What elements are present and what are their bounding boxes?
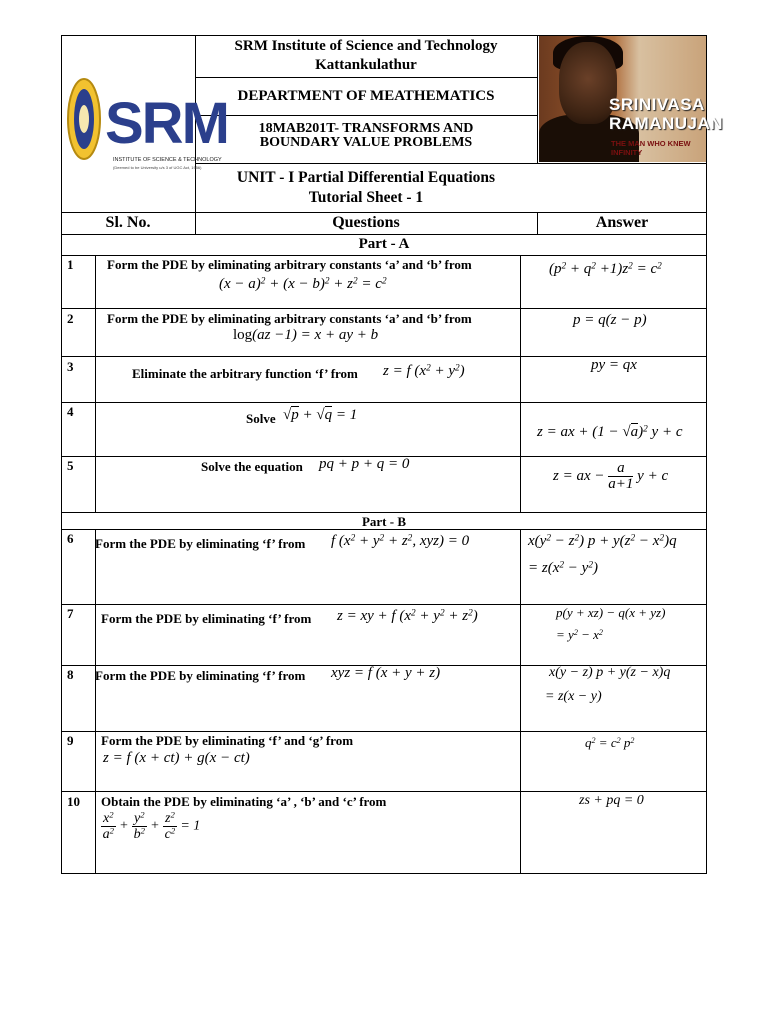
row-2-answer: p = q(z − p) — [573, 312, 647, 328]
col-sl-no: Sl. No. — [105, 214, 151, 231]
tutorial-sheet-title: Tutorial Sheet - 1 — [308, 189, 424, 206]
column-header-top — [61, 212, 707, 213]
row-10-number: 10 — [67, 794, 80, 809]
part-a-sl-divider — [95, 255, 96, 512]
part-b-sl-divider — [95, 529, 96, 874]
row-3-question: Eliminate the arbitrary function ‘f’ from — [132, 366, 358, 381]
row-line — [61, 308, 707, 309]
course-title-line1: 18MAB201T- TRANSFORMS AND — [258, 121, 474, 136]
row-3-equation: z = f $(x^2 + y^2)$ — [383, 363, 465, 379]
row-6-answer-line2: = $z(x^2 - y^2)$ — [528, 560, 598, 576]
part-a-line — [61, 255, 707, 256]
part-b-heading: Part - B — [361, 514, 407, 529]
ramanujan-photo — [539, 36, 724, 162]
row-7-question: Form the PDE by eliminating ‘f’ from — [101, 611, 312, 626]
header-line — [195, 163, 707, 164]
column-header-bottom — [61, 234, 707, 235]
row-3-answer: py = qx — [591, 357, 637, 373]
row-1-equation: $(x - a)^2 + (x - b)^2 + z^2 = c^2$ — [219, 276, 387, 292]
part-b-answer-divider — [520, 529, 521, 874]
col-answer: Answer — [595, 214, 649, 231]
row-9-answer: $q^2 = c^2$ $p^2$ — [585, 735, 635, 750]
row-4-number: 4 — [67, 404, 74, 419]
row-3-number: 3 — [67, 359, 74, 374]
row-2-number: 2 — [67, 311, 74, 326]
row-5-number: 5 — [67, 458, 74, 473]
row-6-answer-line1: $x(y^2 - z^2) p + y(z^2 - x^2)q$ — [528, 533, 677, 549]
institute-name: SRM Institute of Science and Technology — [234, 38, 498, 54]
row-8-equation: xyz = f (x + y + z) — [331, 665, 441, 681]
row-10-equation: $\frac{x^2}{a^2}$ + $\frac{y^2}{b^2}$ + $\frac{z^2}{c^2}$ = 1 — [102, 809, 201, 842]
part-a-heading: Part - A — [358, 236, 410, 252]
row-2-question: Form the PDE by eliminating arbitrary constants ‘a’ and ‘b’ from — [107, 311, 472, 326]
srm-logo-sub: INSTITUTE OF SCIENCE & TECHNOLOGY — [113, 157, 222, 163]
photo-caption-line2: RAMANUJAN — [609, 114, 724, 133]
row-7-number: 7 — [67, 606, 74, 621]
header-line — [195, 115, 537, 116]
row-10-answer: zs + pq = 0 — [579, 793, 644, 808]
row-5-answer: z = ax − $\frac{a}{a+1}$ y + c — [553, 460, 669, 492]
row-9-equation: z = f (x + ct) + g(x − ct) — [103, 750, 250, 766]
row-line — [61, 731, 707, 732]
row-line — [61, 791, 707, 792]
photo-tagline: THE MAN WHO KNEW INFINITY — [611, 139, 691, 157]
header-divider-right — [537, 35, 538, 163]
row-7-answer-line2: = $y^2 - x^2$ — [556, 627, 603, 642]
row-8-number: 8 — [67, 667, 74, 682]
row-4-answer: z = ax + $(1 - √a)^2$ y + c — [537, 424, 683, 440]
department-name: DEPARTMENT OF MEATHEMATICS — [237, 88, 495, 104]
part-a-answer-divider — [520, 255, 521, 512]
row-7-answer-line1: p(y + xz) − q(x + yz) — [556, 605, 666, 620]
row-6-equation: f ($x^2 + y^2 + z^2$, xyz) = 0 — [331, 533, 470, 549]
row-6-number: 6 — [67, 531, 74, 546]
tutorial-sheet — [61, 35, 724, 874]
row-8-answer-line2: = z(x − y) — [545, 689, 602, 704]
unit-title: UNIT - I Partial Differential Equations — [236, 169, 496, 186]
photo-caption-line1: SRINIVASA — [609, 95, 705, 114]
row-5-question: Solve the equation — [201, 459, 303, 474]
campus-name: Kattankulathur — [315, 57, 417, 73]
srm-logo-letters: SRM — [105, 91, 228, 156]
row-10-question: Obtain the PDE by eliminating ‘a’ , ‘b’ and ‘c’ from — [101, 794, 387, 809]
row-1-answer: $(p^2 + q^2 +1)z^2 = c^2$ — [549, 261, 662, 277]
row-7-equation: z = xy + f $(x^2 + y^2 + z^2)$ — [337, 608, 478, 624]
row-9-number: 9 — [67, 733, 74, 748]
part-b-line — [61, 529, 707, 530]
row-6-question: Form the PDE by eliminating ‘f’ from — [95, 536, 306, 551]
srm-logo-sub2: (Deemed to be University u/s 3 of UGC Act, 1956) — [113, 165, 202, 170]
row-4-question: Solve — [246, 411, 276, 426]
row-8-answer-line1: x(y − z) p + y(z − x)q — [549, 665, 671, 680]
row-1-question: Form the PDE by eliminating arbitrary constants ‘a’ and ‘b’ from — [107, 257, 472, 272]
col-questions: Questions — [332, 214, 400, 231]
row-5-equation: pq + p + q = 0 — [319, 456, 410, 472]
srm-logo — [67, 65, 228, 183]
row-4-equation: √p + √q = 1 — [283, 407, 358, 423]
row-line — [61, 402, 707, 403]
row-line — [61, 512, 707, 513]
header-line — [195, 77, 537, 78]
row-9-question: Form the PDE by eliminating ‘f’ and ‘g’ from — [101, 733, 354, 748]
row-1-number: 1 — [67, 257, 74, 272]
row-2-equation: log(az −1) = x + ay + b — [233, 327, 379, 343]
course-title-line2: BOUNDARY VALUE PROBLEMS — [259, 135, 473, 150]
row-8-question: Form the PDE by eliminating ‘f’ from — [95, 668, 306, 683]
